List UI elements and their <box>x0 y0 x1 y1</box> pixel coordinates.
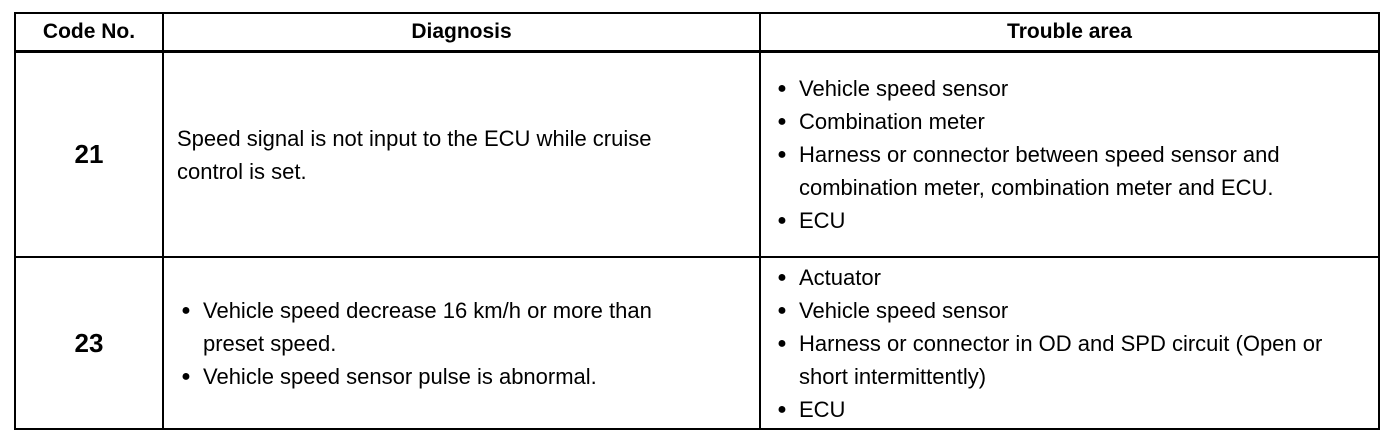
list-item: ● Harness or connector between speed sensor and combination meter, combination meter and ECU. <box>773 138 1368 204</box>
bullet-icon: ● <box>777 113 787 130</box>
bullet-icon: ● <box>777 80 787 97</box>
diagnosis-cell <box>163 257 760 429</box>
list-item: ● Vehicle speed decrease 16 km/h or more than preset speed. <box>177 294 717 360</box>
header-row <box>15 13 1379 52</box>
diagnosis-list <box>177 294 717 393</box>
list-item: ● Actuator <box>773 261 1368 294</box>
trouble-area-cell <box>760 52 1379 258</box>
list-item: ● Vehicle speed sensor pulse is abnormal. <box>177 360 717 393</box>
bullet-icon: ● <box>777 301 787 319</box>
bullet-icon: ● <box>777 400 787 418</box>
header-trouble-area: Trouble area <box>760 13 1379 52</box>
bullet-icon: ● <box>777 334 787 352</box>
diagnosis-cell <box>163 52 760 258</box>
table-row <box>15 257 1379 429</box>
code-number: 23 <box>15 257 163 429</box>
bullet-icon: ● <box>181 301 191 319</box>
header-diagnosis: Diagnosis <box>163 13 760 52</box>
list-item: ● Vehicle speed sensor <box>773 72 1368 105</box>
bullet-icon: ● <box>777 212 787 229</box>
list-item: ● ECU <box>773 204 1368 237</box>
bullet-icon: ● <box>181 367 191 385</box>
header-code-no: Code No. <box>15 13 163 52</box>
trouble-area-list <box>773 261 1368 426</box>
table-row <box>15 52 1379 258</box>
list-item: ● Combination meter <box>773 105 1368 138</box>
diagnostic-code-table <box>14 12 1380 430</box>
list-item: ● Harness or connector in OD and SPD circuit (Open or short intermittently) <box>773 327 1368 393</box>
list-item: ● Vehicle speed sensor <box>773 294 1368 327</box>
trouble-area-list <box>773 72 1368 237</box>
code-number: 21 <box>15 52 163 258</box>
trouble-area-cell <box>760 257 1379 429</box>
bullet-icon: ● <box>777 268 787 286</box>
list-item: ● ECU <box>773 393 1368 426</box>
bullet-icon: ● <box>777 146 787 163</box>
diagnosis-text: Speed signal is not input to the ECU while cruise control is set. <box>177 125 652 184</box>
